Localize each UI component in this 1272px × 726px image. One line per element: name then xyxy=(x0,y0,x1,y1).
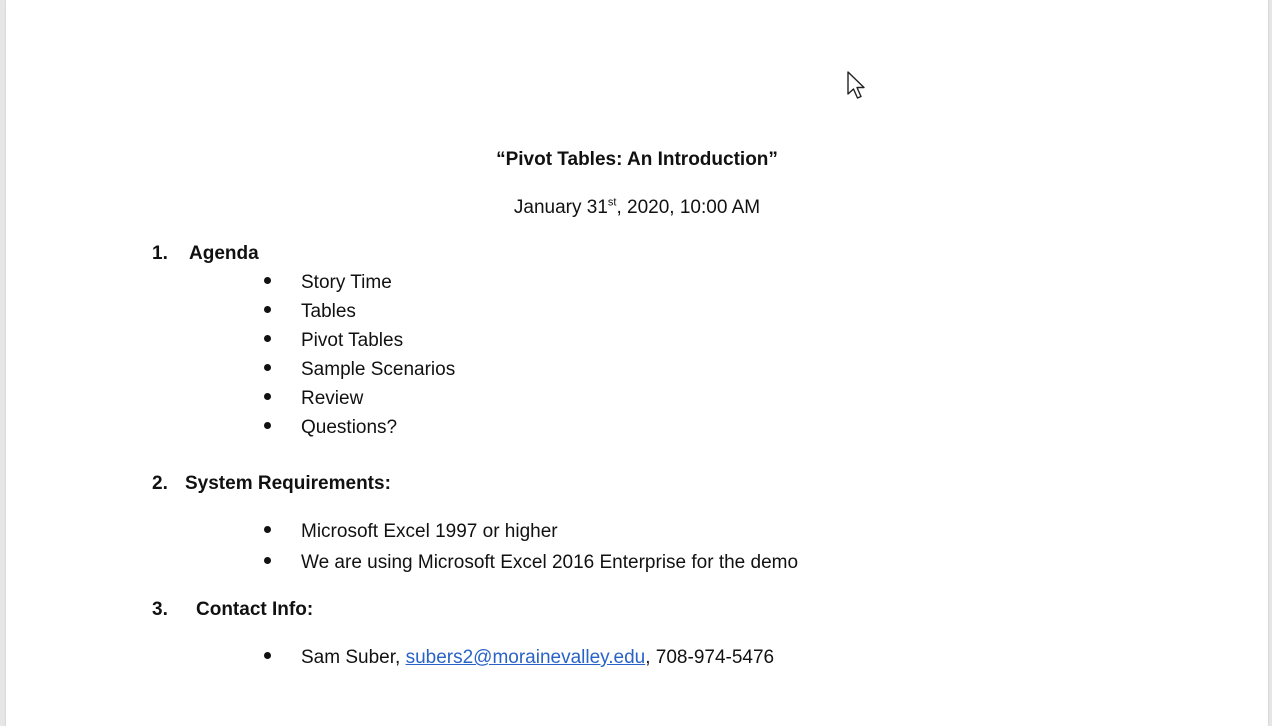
agenda-item xyxy=(264,272,392,294)
document-date xyxy=(6,197,1268,219)
section-heading-system-requirements xyxy=(152,473,391,495)
document-page xyxy=(6,0,1268,726)
section-title: Agenda xyxy=(189,243,259,264)
agenda-item-label: Story Time xyxy=(301,272,392,293)
bullet-icon xyxy=(264,335,271,342)
requirement-item xyxy=(264,521,558,543)
requirement-item-label: We are using Microsoft Excel 2016 Enterprise for the demo xyxy=(301,552,799,573)
requirement-item-label: Microsoft Excel 1997 or higher xyxy=(301,521,558,542)
bullet-icon xyxy=(264,652,271,659)
requirement-item xyxy=(264,552,798,574)
bullet-icon xyxy=(264,306,271,313)
agenda-item-label: Sample Scenarios xyxy=(301,359,456,380)
bullet-icon xyxy=(264,277,271,284)
agenda-item-label: Tables xyxy=(301,301,356,322)
date-month-day: January 31 xyxy=(513,197,608,218)
section-heading-agenda xyxy=(152,243,259,265)
document-body xyxy=(6,0,1268,726)
mouse-pointer-icon xyxy=(846,70,868,102)
section-heading-contact-info xyxy=(152,599,313,621)
agenda-item-label: Review xyxy=(301,388,364,409)
agenda-item xyxy=(264,388,363,410)
bullet-icon xyxy=(264,526,271,533)
agenda-item xyxy=(264,330,403,352)
bullet-icon xyxy=(264,557,271,564)
contact-phone: , 708-974-5476 xyxy=(645,647,775,668)
document-title: “Pivot Tables: An Introduction” xyxy=(496,149,778,170)
agenda-item xyxy=(264,301,356,323)
bullet-icon xyxy=(264,422,271,429)
agenda-item xyxy=(264,417,397,439)
contact-item xyxy=(264,647,774,669)
bullet-icon xyxy=(264,364,271,371)
section-number: 3. xyxy=(152,599,168,620)
section-number: 2. xyxy=(152,473,168,494)
date-suffix: st xyxy=(607,196,617,209)
section-number: 1. xyxy=(152,243,168,264)
contact-email-link[interactable]: subers2@morainevalley.edu xyxy=(405,647,646,668)
agenda-item-label: Questions? xyxy=(301,417,398,438)
section-title: System Requirements: xyxy=(185,473,391,494)
contact-name: Sam Suber, xyxy=(301,647,406,668)
agenda-item-label: Pivot Tables xyxy=(301,330,404,351)
bullet-icon xyxy=(264,393,271,400)
agenda-item xyxy=(264,359,455,381)
date-rest: , 2020, 10:00 AM xyxy=(616,197,761,218)
section-title: Contact Info: xyxy=(196,599,314,620)
